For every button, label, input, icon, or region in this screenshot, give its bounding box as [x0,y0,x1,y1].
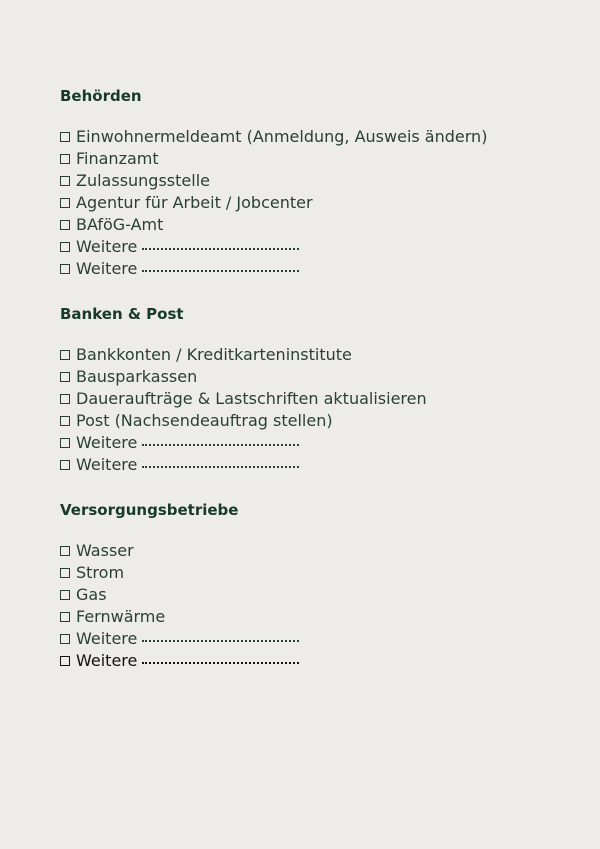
checklist [60,126,560,280]
item-label: Bausparkassen [76,367,198,386]
checkbox-icon[interactable] [60,176,70,186]
item-label: Daueraufträge & Lastschriften aktualisieren [76,389,427,408]
section-title: Behörden [60,87,142,105]
item-label: Bankkonten / Kreditkarteninstitute [76,345,352,364]
checklist-item-post[interactable] [60,410,560,432]
checklist-item-gas[interactable] [60,584,560,606]
fill-in-line[interactable] [142,269,299,272]
checkbox-icon[interactable] [60,264,70,274]
checklist-item-weitere[interactable] [60,454,560,476]
fill-in-line[interactable] [142,661,299,664]
checkbox-icon[interactable] [60,656,70,666]
checklist [60,344,560,476]
fill-in-line[interactable] [142,639,299,642]
item-label: Zulassungsstelle [76,171,210,190]
section-behoerden [60,84,560,280]
checkbox-icon[interactable] [60,350,70,360]
item-label: Gas [76,585,107,604]
item-label: Agentur für Arbeit / Jobcenter [76,193,313,212]
item-label: Wasser [76,541,134,560]
item-label: BAföG-Amt [76,215,164,234]
section-banken-post [60,302,560,476]
checkbox-icon[interactable] [60,546,70,556]
checkbox-icon[interactable] [60,372,70,382]
item-label: Weitere [76,237,138,256]
item-label: Weitere [76,259,138,278]
checklist-item-wasser[interactable] [60,540,560,562]
checkbox-icon[interactable] [60,154,70,164]
checkbox-icon[interactable] [60,634,70,644]
checkbox-icon[interactable] [60,612,70,622]
item-label: Weitere [76,433,138,452]
checkbox-icon[interactable] [60,416,70,426]
checkbox-icon[interactable] [60,590,70,600]
fill-in-line[interactable] [142,465,299,468]
checkbox-icon[interactable] [60,568,70,578]
checklist-item-einwohnermeldeamt[interactable] [60,126,560,148]
item-label: Post (Nachsendeauftrag stellen) [76,411,333,430]
fill-in-line[interactable] [142,443,299,446]
checklist-item-bankkonten[interactable] [60,344,560,366]
item-label: Strom [76,563,125,582]
checklist-item-dauerauftraege[interactable] [60,388,560,410]
checklist-item-finanzamt[interactable] [60,148,560,170]
item-label: Weitere [76,455,138,474]
item-label: Finanzamt [76,149,159,168]
checklist-item-bafoeg-amt[interactable] [60,214,560,236]
checklist-item-weitere[interactable] [60,628,560,650]
checklist-item-weitere[interactable] [60,650,560,672]
checklist-item-weitere[interactable] [60,236,560,258]
checklist-item-weitere[interactable] [60,258,560,280]
section-versorgungsbetriebe [60,498,560,672]
checklist-item-bausparkassen[interactable] [60,366,560,388]
checklist [60,540,560,672]
checkbox-icon[interactable] [60,394,70,404]
checklist-item-zulassungsstelle[interactable] [60,170,560,192]
checkbox-icon[interactable] [60,438,70,448]
checkbox-icon[interactable] [60,460,70,470]
item-label: Fernwärme [76,607,166,626]
checkbox-icon[interactable] [60,198,70,208]
section-title: Banken & Post [60,305,184,323]
checklist-item-agentur-fuer-arbeit[interactable] [60,192,560,214]
checkbox-icon[interactable] [60,242,70,252]
checkbox-icon[interactable] [60,220,70,230]
checklist-item-fernwaerme[interactable] [60,606,560,628]
section-title: Versorgungsbetriebe [60,501,239,519]
checkbox-icon[interactable] [60,132,70,142]
checklist-item-strom[interactable] [60,562,560,584]
checklist-item-weitere[interactable] [60,432,560,454]
fill-in-line[interactable] [142,247,299,250]
checklist-page [60,84,560,672]
item-label: Weitere [76,629,138,648]
item-label: Einwohnermeldeamt (Anmeldung, Ausweis ändern) [76,127,488,146]
item-label: Weitere [76,651,138,670]
